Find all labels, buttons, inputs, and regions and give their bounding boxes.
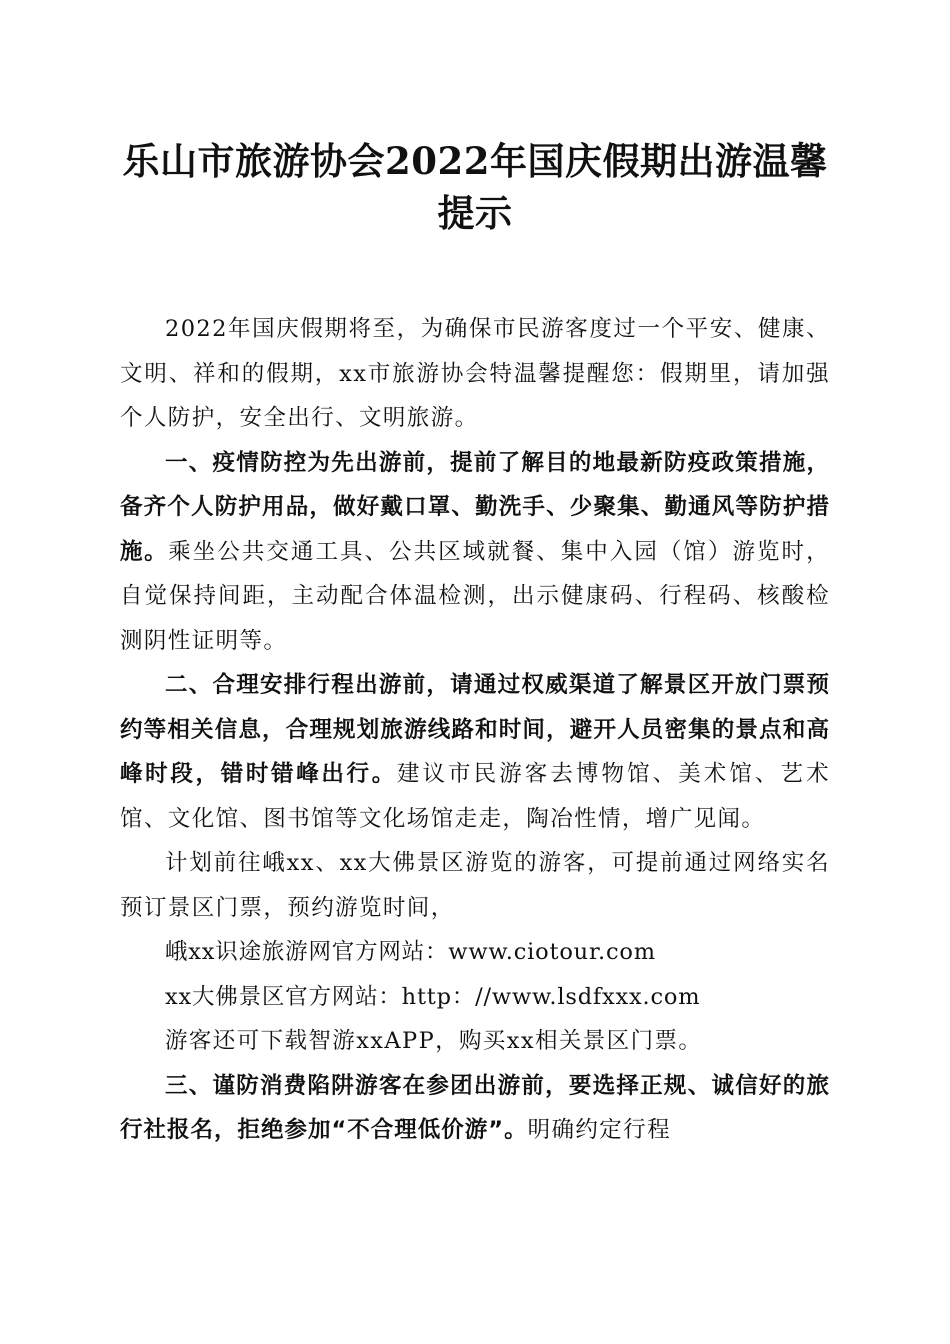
app-note-paragraph: 游客还可下载智游xxAPP，购买xx相关景区门票。 [165,1028,703,1054]
section-3-paragraph [120,1064,830,1153]
section-2-heading: 二、合理安排行程出游前，请通过权威渠道了解景区开放门票预约等相关信息，合理规划旅游线路和时间，避开人员密集的景点和高峰时段，错时错峰出行。 [120,672,830,787]
section-1-paragraph [120,441,830,664]
intro-paragraph: 2022年国庆假期将至，为确保市民游客度过一个平安、健康、文明、祥和的假期，xx市旅游协会特温馨提醒您：假期里，请加强个人防护，安全出行、文明旅游。 [120,316,830,431]
section-2-body: 建议市民游客去博物馆、美术馆、艺术馆、文化馆、图书馆等文化场馆走走，陶冶性情，增广见闻。 [120,761,830,832]
section-1-heading: 一、疫情防控为先出游前，提前了解目的地最新防疫政策措施，备齐个人防护用品，做好戴口罩、勤洗手、少聚集、勤通风等防护措施。 [120,449,830,565]
booking-note-paragraph: 计划前往峨xx、xx大佛景区游览的游客，可提前通过网络实名预订景区门票，预约游览时间， [120,850,830,921]
website-line-1: 峨xx识途旅游网官方网站：www.ciotour.com [165,939,656,965]
section-1-body: 乘坐公共交通工具、公共区域就餐、集中入园（馆）游览时，自觉保持间距，主动配合体温检测，出示健康码、行程码、核酸检测阴性证明等。 [120,538,830,654]
document-page [120,135,830,1153]
section-2-paragraph [120,663,830,841]
section-3-heading: 三、谨防消费陷阱游客在参团出游前，要选择正规、诚信好的旅行社报名，拒绝参加“不合理低价游”。 [120,1072,830,1143]
document-title: 乐山市旅游协会2022年国庆假期出游温馨提示 [122,139,828,235]
website-line-2: xx大佛景区官方网站：http：//www.lsdfxxx.com [165,983,701,1010]
section-3-body: 明确约定行程 [527,1117,671,1143]
